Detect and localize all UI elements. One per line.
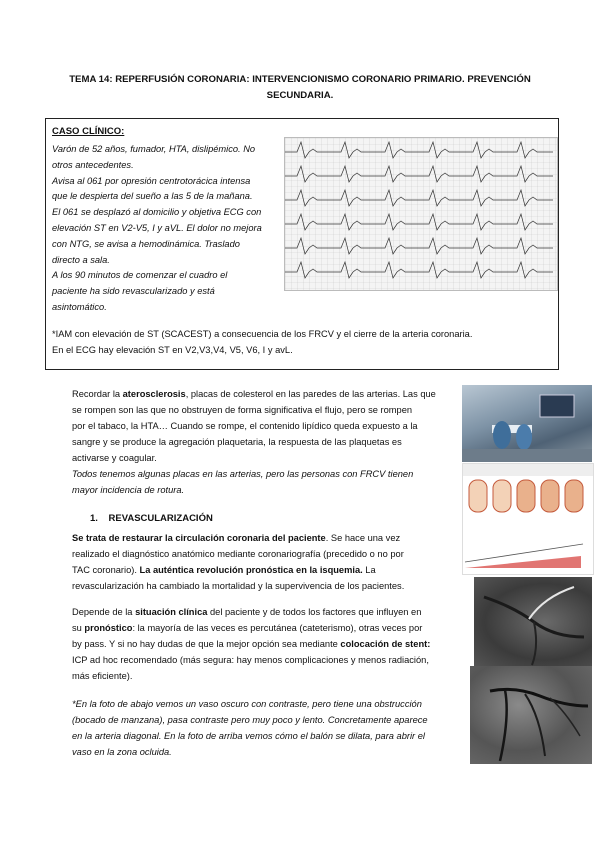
paragraph-photo-note: *En la foto de abajo vemos un vaso oscuro con contraste, pero tiene una obstrucción (bocado de manzana), pasa contraste pero muy poco y lento. Concretamente aparece en la arteria diagonal. En la foto de arriba vemos cómo el balón se dilata, para abrir el vaso en la zona ocluida.	[72, 699, 428, 757]
plaque-progression-diagram	[462, 463, 594, 575]
section-heading: 1. REVASCULARIZACIÓN	[90, 513, 213, 524]
plaque-stage	[517, 480, 535, 512]
angiography-balloon-image	[474, 577, 592, 667]
case-note: *IAM con elevación de ST (SCACEST) a consecuencia de los FRCV y el cierre de la arteria coronaria. En el ECG hay elevación ST en V2,V3,V4, V5, V6, I y avL.	[52, 329, 473, 355]
paragraph-revascularization: Se trata de restaurar la circulación coronaria del paciente. Se hace una vez realizado el diagnóstico anatómico mediante coronariografía (precedido o no por TAC coronario). La auténtica revolución pronóstica en la isquemia. La revascularización ha cambiado la mortalidad y la supervivencia de los pacientes.	[72, 533, 405, 591]
case-line: otros antecedentes.	[52, 159, 134, 170]
case-line: paciente ha sido revascularizado y está	[52, 286, 215, 297]
case-heading: CASO CLÍNICO:	[52, 126, 125, 137]
case-line: que le despierta del sueño a las 5 de la mañana.	[52, 191, 253, 202]
case-line: Varón de 52 años, fumador, HTA, dislipémico. No	[52, 144, 256, 154]
page-title: TEMA 14: REPERFUSIÓN CORONARIA: INTERVENCIONISMO CORONARIO PRIMARIO. PREVENCIÓN SECUNDARIA.	[69, 74, 531, 101]
case-line: El 061 se desplazó al domicilio y objetiva ECG con	[52, 207, 262, 218]
plaque-stages-svg	[463, 464, 593, 574]
case-line: asintomático.	[52, 301, 107, 312]
case-line: elevación ST en V2-V5, I y aVL. El dolor no mejora	[52, 222, 262, 233]
cath-lab-photo	[462, 385, 592, 462]
case-line: con NTG, se avisa a hemodinámica. Traslado	[52, 238, 240, 249]
cath-lab-scene	[462, 385, 592, 462]
ecg-image	[284, 137, 558, 291]
plaque-stage	[541, 480, 559, 512]
case-line: directo a sala.	[52, 254, 110, 265]
angiography-occlusion-image	[470, 666, 592, 764]
case-line: A los 90 minutos de comenzar el cuadro el	[52, 270, 228, 281]
case-description	[52, 142, 280, 316]
plaque-stage	[565, 480, 583, 512]
ecg-trace	[285, 138, 557, 290]
angio-vessels-top	[474, 577, 592, 667]
plaque-stage	[469, 480, 487, 512]
plaque-stage	[493, 480, 511, 512]
angio-vessels-bottom	[470, 666, 592, 764]
paragraph-clinical-situation: Depende de la situación clínica del paciente y de todos los factores que influyen en su pronóstico: la mayoría de las veces es percutánea (cateterismo), otras veces por by pass. Y si no hay dudas de que la mejor opción sea mediante colocación de stent: ICP ad hoc recomendado (más segura: hay menos complicaciones y menos radiación, más eficiente).	[72, 607, 431, 681]
paragraph-atherosclerosis: Recordar la aterosclerosis, placas de colesterol en las paredes de las arterias. Las que se rompen son las que no obstruyen de forma significativa el flujo, pero se rompen por el tabaco, la HTA… Cuando se rompe, el contenido lipídico queda expuesto a la sangre y se produce la agregación plaquetaria, la respuesta de las plaquetas es activarse y coagular. Todos tenemos algunas placas en las arterias, pero las personas con FRCV tienen mayor incidencia de rotura.	[72, 389, 436, 495]
case-line: Avisa al 061 por opresión centrotorácica intensa	[52, 175, 251, 186]
